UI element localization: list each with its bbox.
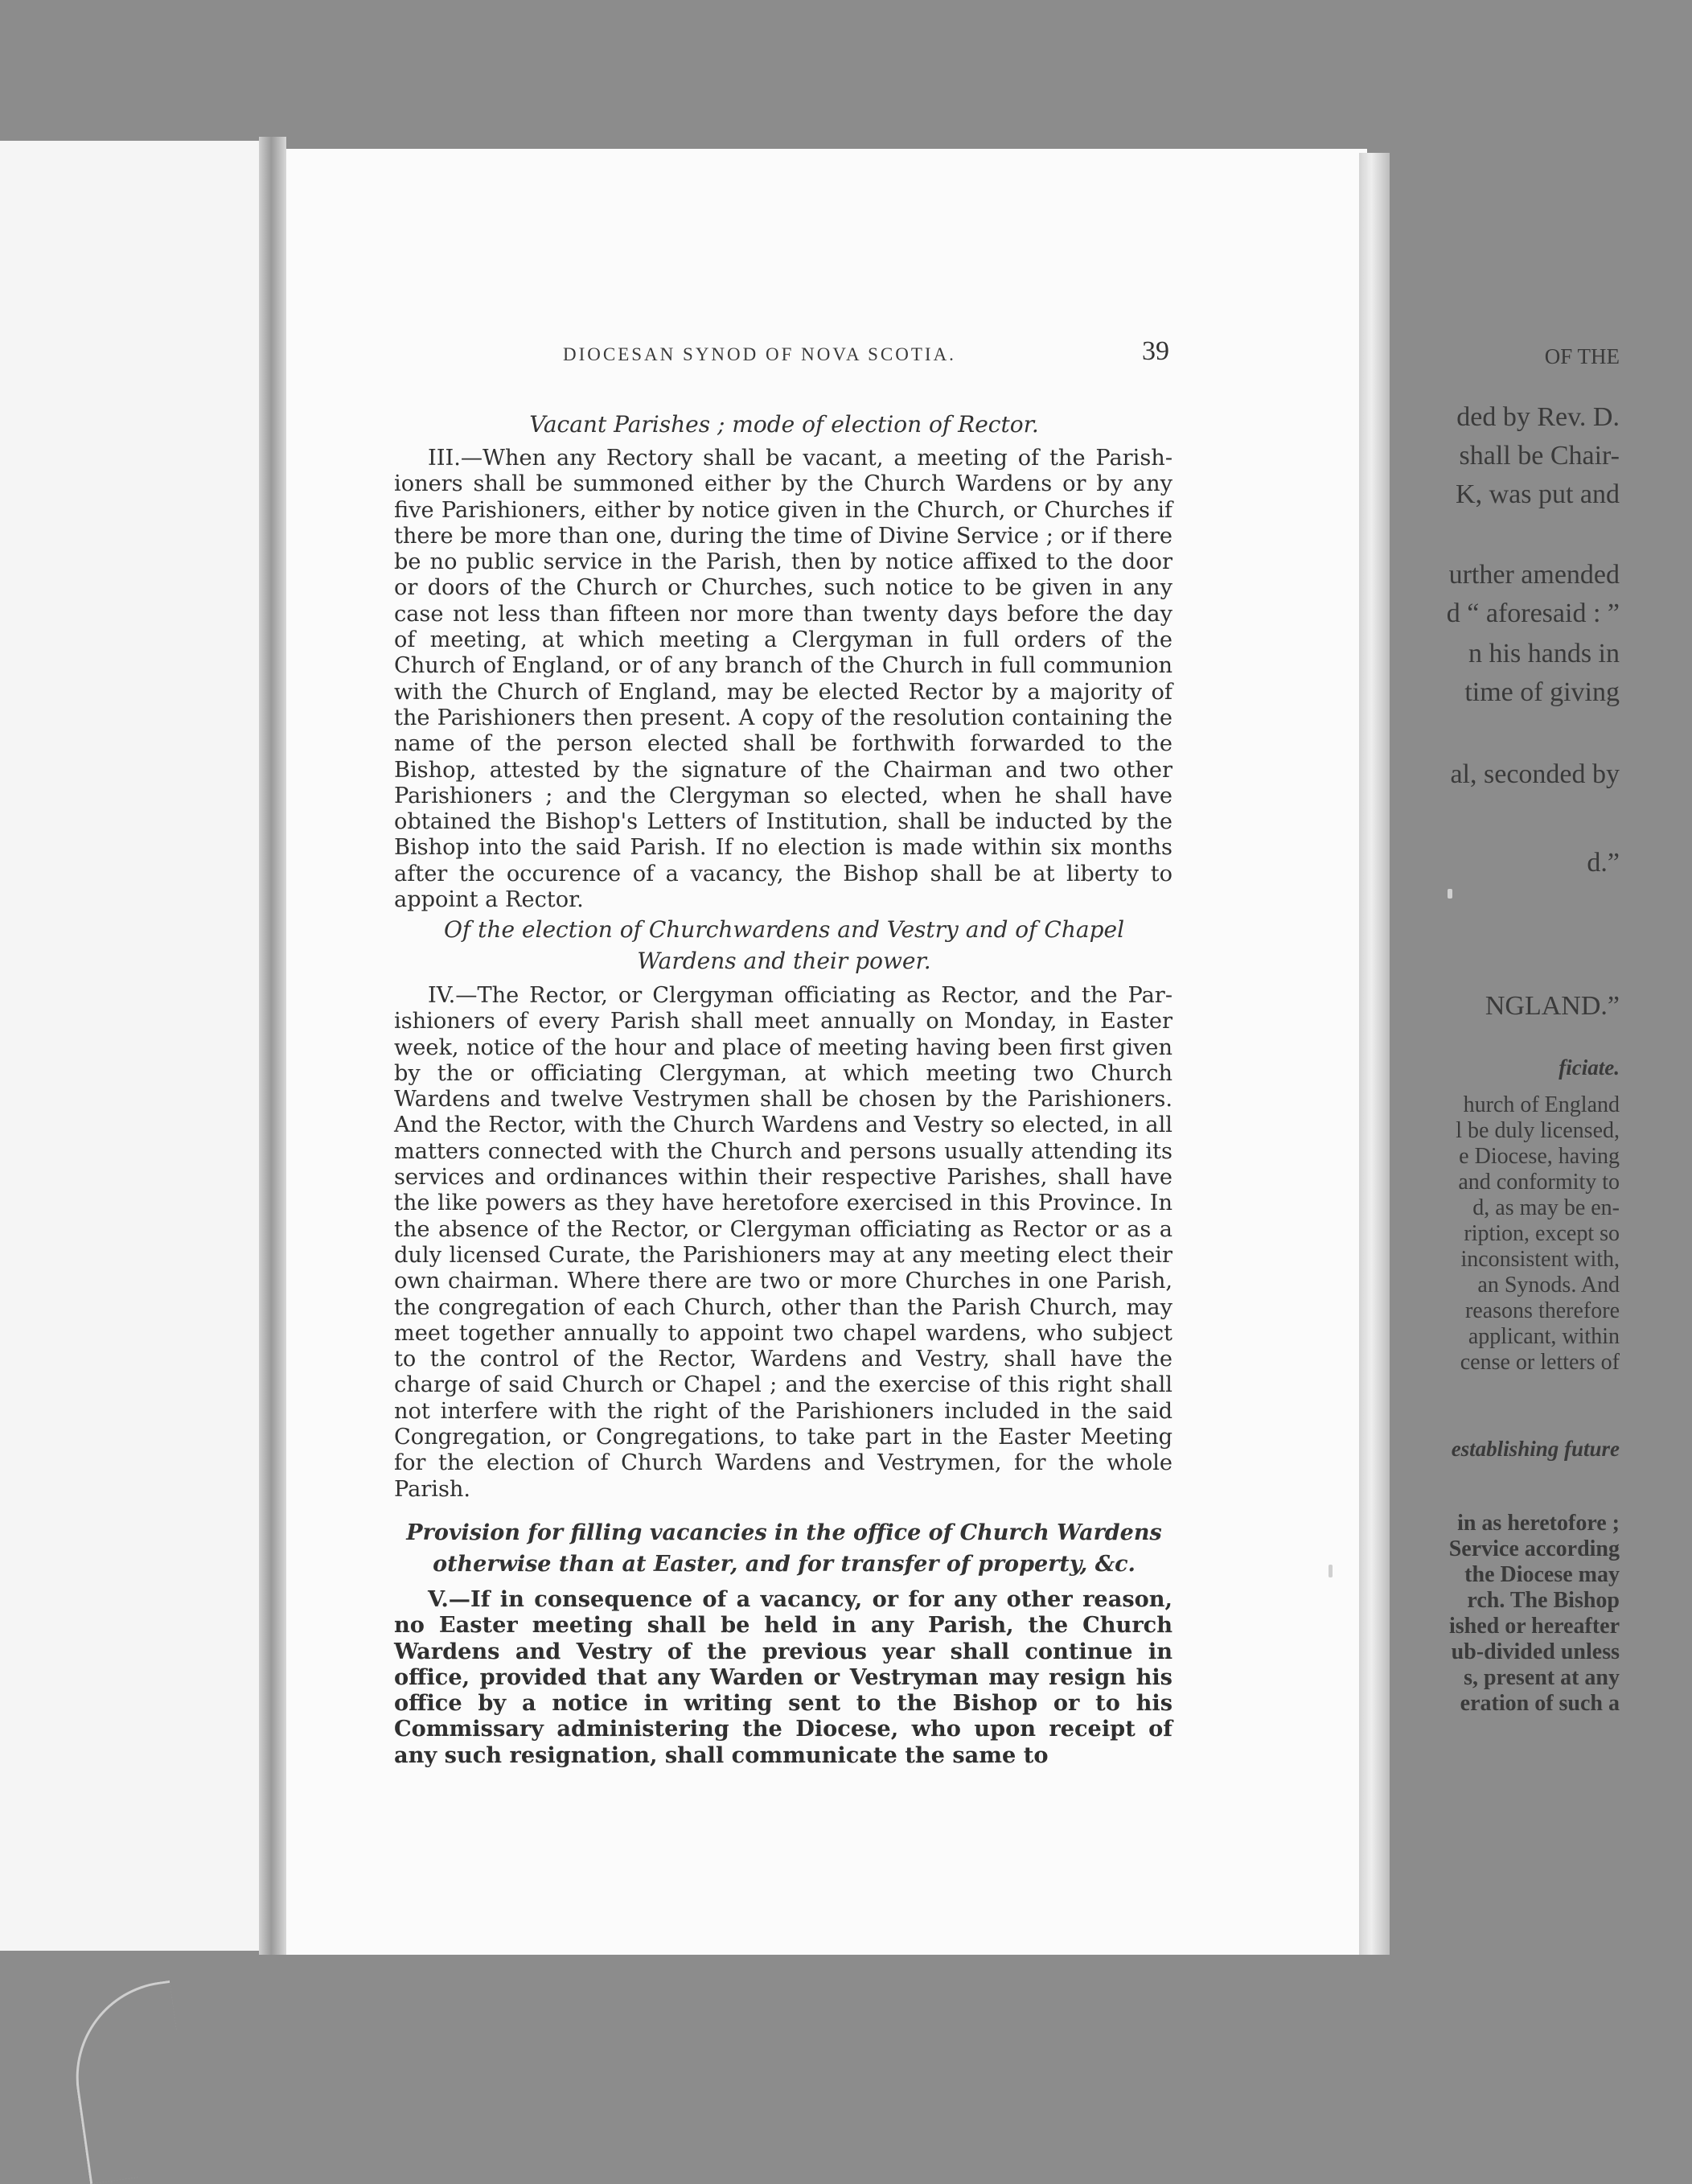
left-line: applicant, within (1468, 1324, 1620, 1349)
left-line: e Diocese, having (1459, 1144, 1620, 1169)
section-heading-vacant-parishes: Vacant Parishes ; mode of election of Rector. (529, 411, 1039, 438)
page-edge-shadow (1359, 153, 1390, 1955)
left-line: ription, except so (1464, 1221, 1620, 1246)
left-line: s, present at any (1464, 1665, 1620, 1690)
left-line: shall be Chair- (1459, 441, 1620, 471)
left-subheading: ficiate. (1559, 1055, 1620, 1080)
section-heading-vacancies: Provision for filling vacancies in the office of Church Wardens otherwise than at Easter, and for transfer of property, &c. (406, 1520, 1162, 1577)
left-line: d “ aforesaid : ” (1446, 598, 1620, 628)
left-line: the Diocese may (1464, 1562, 1620, 1587)
left-subheading: establishing future (1451, 1437, 1620, 1461)
left-line: K, was put and (1456, 479, 1620, 509)
section-text-iv: IV.—The Rector, or Clergyman officiating as Rector, and the Parishioners of every Parish shall meet annually on Monday, in Easter week, notice of the hour and place of meeting having been first given by the or officiating Clergyman, at which meeting two Church Wardens and twelve Vestrymen shall be chosen by the Parishioners. And the Rector, with the Church Wardens and Vestry so elected, in all matters connected with the Church and persons usually attending its services and ordinances within their respective Parishes, shall have the like powers as they have heretofore exercised in this Province. In the absence of the Rector, or Clergyman officiating as Rector or as a duly licensed Curate, the Parishioners may at any meeting elect their own chairman. Where there are two or more Churches in one Parish, the congregation of each Church, other than the Parish Church, may meet together annually to appoint two chapel wardens, who subject to the control of the Rector, Wardens and Vestry, shall have the charge of said Church or Chapel ; and the exercise of this right shall not interfere with the right of the Parishioners included in the said Congregation, or Congregations, to take part in the Easter Meeting for the election of Church Wardens and Vestrymen, for the whole Parish. (394, 983, 1172, 1502)
left-line: d, as may be en- (1472, 1195, 1620, 1220)
left-line: urther amended (1448, 560, 1620, 590)
left-line: Service according (1448, 1536, 1620, 1561)
left-line: hurch of England (1463, 1092, 1620, 1117)
left-line: reasons therefore (1464, 1298, 1620, 1323)
section-text-v: V.—If in consequence of a vacancy, or for any other reason, no Easter meeting shall be held in any Parish, the Church Wardens and Vestry of the previous year shall continue in office, provided that any Warden or Vestryman may resign his office by a notice in writing sent to the Bishop or to his Commissary administering the Diocese, who upon receipt of any such resignation, shall communicate the same to (394, 1586, 1172, 1768)
left-line: an Synods. And (1477, 1273, 1620, 1298)
left-line: rch. The Bishop (1467, 1588, 1620, 1613)
left-line: d.” (1587, 848, 1620, 878)
section-heading-churchwardens: Of the election of Churchwardens and Vestry and of Chapel Wardens and their power. (443, 916, 1125, 974)
running-head: DIOCESAN SYNOD OF NOVA SCOTIA. (563, 344, 956, 364)
left-line: inconsistent with, (1460, 1247, 1620, 1272)
left-line: in as heretofore ; (1457, 1511, 1620, 1536)
left-line: eration of such a (1460, 1691, 1620, 1716)
scan-speck (1329, 1565, 1333, 1577)
page-curl-artifact (64, 1980, 196, 2184)
left-line: l be duly licensed, (1456, 1118, 1620, 1143)
left-line: al, seconded by (1450, 759, 1620, 789)
left-running-head: OF THE (1544, 344, 1620, 368)
left-page (0, 141, 265, 1951)
left-line: n his hands in (1468, 639, 1620, 668)
left-line: ished or hereafter (1448, 1614, 1620, 1639)
book-gutter (259, 137, 286, 1955)
left-line: cense or letters of (1460, 1350, 1620, 1375)
left-section-title: NGLAND.” (1485, 991, 1620, 1021)
scan-speck (1448, 889, 1452, 899)
left-line: time of giving (1464, 677, 1620, 707)
left-line: and conformity to (1458, 1170, 1620, 1195)
page-number: 39 (1142, 336, 1169, 366)
section-text-iii: III.—When any Rectory shall be vacant, a meeting of the Parishioners shall be summoned either by the Church Wardens or by any five Parishioners, either by notice given in the Church, or Churches if there be more than one, during the time of Divine Service ; or if there be no public service in the Parish, then by notice affixed to the door or doors of the Church or Churches, such notice to be given in any case not less than fifteen nor more than twenty days before the day of meeting, at which meeting a Clergyman in full orders of the Church of England, or of any branch of the Church in full communion with the Church of England, may be elected Rector by a majority of the Parishioners then present. A copy of the resolution containing the name of the person elected shall be forthwith forwarded to the Bishop, attested by the signature of the Chairman and two other Parishioners ; and the Clergyman so elected, when he shall have obtained the Bishop's Letters of Institution, shall be inducted by the Bishop into the said Parish. If no election is made within six months after the occurence of a vacancy, the Bishop shall be at liberty to appoint a Rector. (394, 446, 1172, 913)
left-line: ub-divided unless (1451, 1639, 1620, 1664)
left-line: ded by Rev. D. (1456, 402, 1620, 432)
